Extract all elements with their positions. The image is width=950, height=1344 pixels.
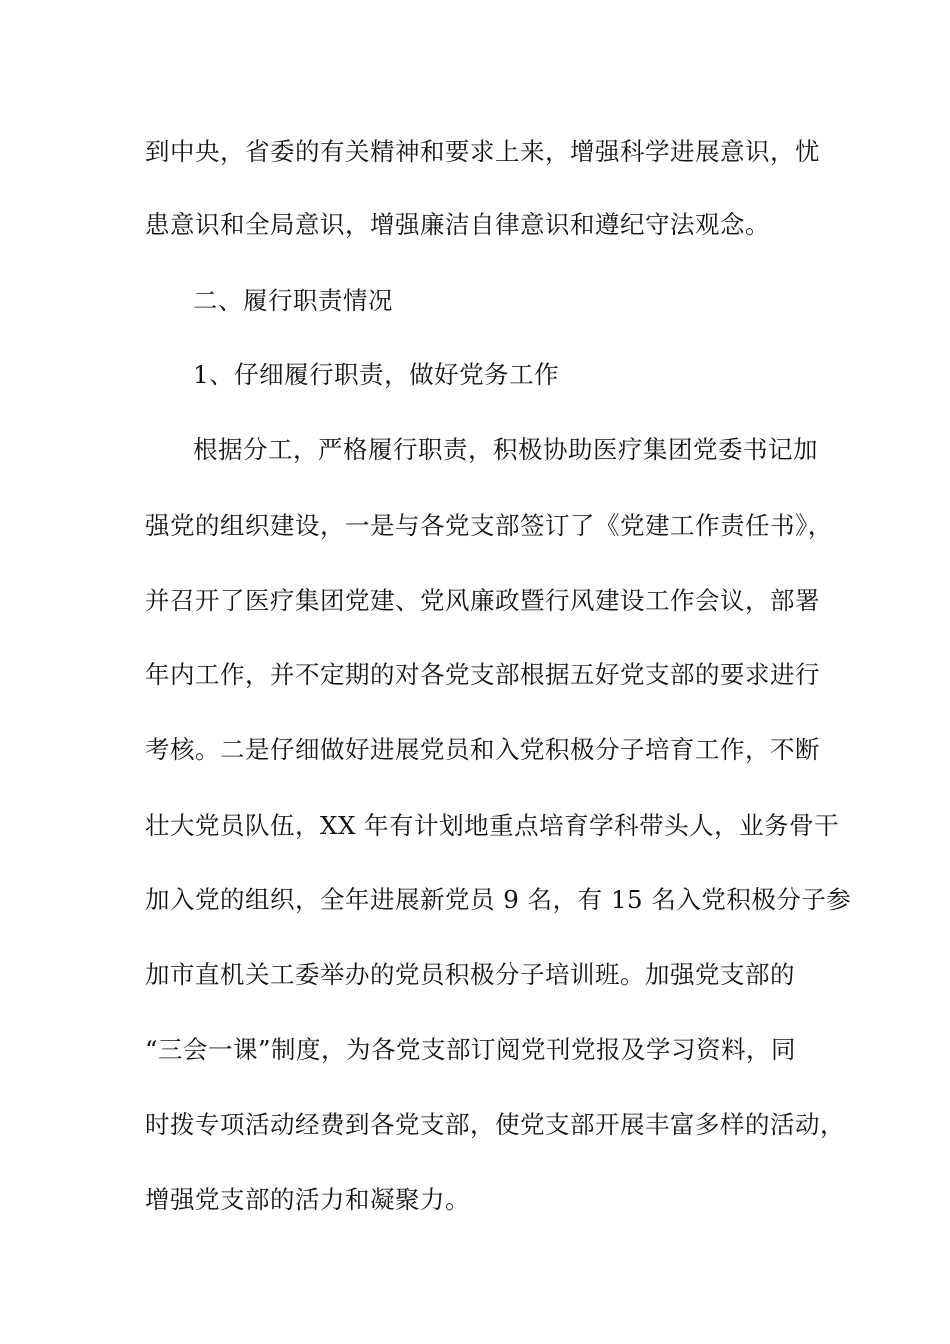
paragraph-line: 时拨专项活动经费到各党支部，使党支部开展丰富多样的活动， xyxy=(145,1110,845,1139)
subsection-heading: 1、仔细履行职责，做好党务工作 xyxy=(193,360,560,389)
paragraph-line: 增强党支部的活力和凝聚力。 xyxy=(145,1185,470,1214)
paragraph-line: 考核。二是仔细做好进展党员和入党积极分子培育工作，不断 xyxy=(145,735,820,764)
paragraph-line: 到中央，省委的有关精神和要求上来，增强科学进展意识，忧 xyxy=(145,137,820,166)
section-heading: 二、履行职责情况 xyxy=(193,286,393,315)
paragraph-line: 年内工作，并不定期的对各党支部根据五好党支部的要求进行 xyxy=(145,660,820,689)
paragraph-line: 根据分工，严格履行职责，积极协助医疗集团党委书记加 xyxy=(193,435,818,464)
paragraph-line: 患意识和全局意识，增强廉洁自律意识和遵纪守法观念。 xyxy=(145,210,770,239)
paragraph-line: 强党的组织建设，一是与各党支部签订了《党建工作责任书》， xyxy=(145,511,833,540)
paragraph-line: 壮大党员队伍，XX 年有计划地重点培育学科带头人，业务骨干 xyxy=(145,811,840,840)
paragraph-line: “三会一课”制度，为各党支部订阅党刊党报及学习资料，同 xyxy=(145,1035,797,1064)
paragraph-line: 加市直机关工委举办的党员积极分子培训班。加强党支部的 xyxy=(145,960,795,989)
paragraph-line: 加入党的组织，全年进展新党员 9 名，有 15 名入党积极分子参 xyxy=(145,885,852,914)
paragraph-line: 并召开了医疗集团党建、党风廉政暨行风建设工作会议，部署 xyxy=(145,586,820,615)
